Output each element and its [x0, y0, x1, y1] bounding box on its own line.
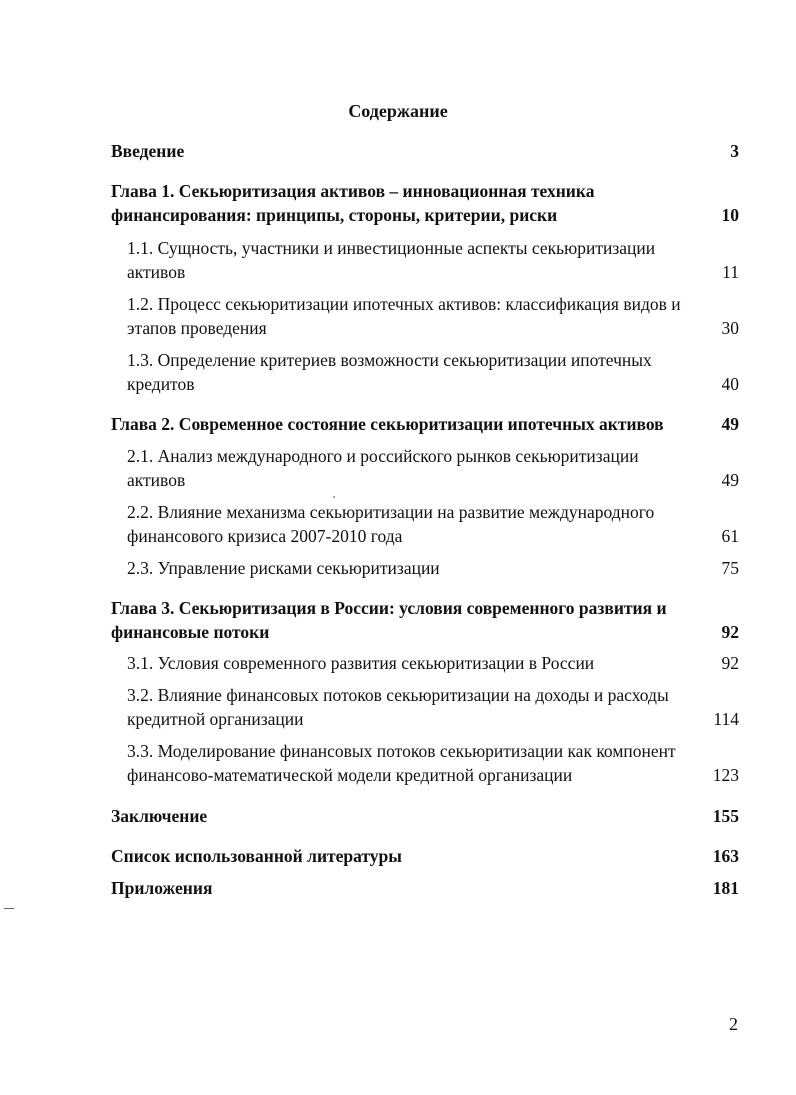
- toc-entry-title: 1.1. Сущность, участники и инвестиционные аспекты секьюритизации: [127, 238, 656, 258]
- toc-entry-title: 2.1. Анализ международного и российского рынков секьюритизации: [127, 446, 639, 466]
- toc-entry-page: 61: [721, 526, 739, 546]
- toc-entry-title: Приложения: [111, 878, 213, 898]
- toc-entry-page: 163: [712, 846, 739, 866]
- toc-entry-page: 123: [712, 765, 739, 785]
- toc-entry-title: Список использованной литературы: [111, 846, 402, 866]
- toc-entry-title-cont: финансовые потоки: [111, 622, 270, 642]
- toc-entry-title: Заключение: [111, 806, 208, 826]
- toc-entry-page: 40: [721, 374, 739, 394]
- toc-entry-page: 3: [730, 141, 739, 161]
- toc-entry-page: 11: [722, 262, 739, 282]
- toc-entry-title-cont: активов: [127, 470, 186, 490]
- toc-entry-title: Глава 3. Секьюритизация в России: условия современного развития и: [111, 598, 667, 618]
- toc-entry-title: 2.2. Влияние механизма секьюритизации на развитие международного: [127, 502, 655, 522]
- scan-artifact-line: [4, 908, 14, 909]
- toc-entry-title-cont: финансирования: принципы, стороны, критерии, риски: [111, 205, 558, 225]
- toc-entry-page: 49: [721, 470, 739, 490]
- toc-entry-title-cont: финансового кризиса 2007-2010 года: [127, 526, 403, 546]
- toc-entry-title-cont: кредитной организации: [127, 709, 304, 729]
- toc-entry-title: Глава 1. Секьюритизация активов – инновационная техника: [111, 181, 595, 201]
- toc-entry-page: 49: [721, 414, 739, 434]
- toc-entry-page: 30: [721, 318, 739, 338]
- toc-entry-title: 3.1. Условия современного развития секьюритизации в России: [127, 653, 595, 673]
- toc-entry-title-cont: кредитов: [127, 374, 195, 394]
- toc-entry-page: 92: [721, 622, 739, 642]
- toc-entry-page: 92: [721, 653, 739, 673]
- toc-entry-title: 3.2. Влияние финансовых потоков секьюритизации на доходы и расходы: [127, 685, 669, 705]
- toc-entry-title: 1.3. Определение критериев возможности секьюритизации ипотечных: [127, 350, 652, 370]
- page-title: Содержание: [348, 101, 448, 121]
- page-number: 2: [729, 1014, 738, 1034]
- toc-entry-title: Глава 2. Современное состояние секьюритизации ипотечных активов: [111, 414, 664, 434]
- toc-entry-title-cont: активов: [127, 262, 186, 282]
- scan-artifact-dot: [333, 496, 335, 498]
- toc-entry-title: 2.3. Управление рисками секьюритизации: [127, 558, 440, 578]
- toc-entry-title: Введение: [111, 141, 185, 161]
- toc-entry-title: 3.3. Моделирование финансовых потоков секьюритизации как компонент: [127, 741, 676, 761]
- toc-entry-page: 155: [712, 806, 739, 826]
- toc-entry-page: 10: [721, 205, 739, 225]
- toc-entry-page: 181: [712, 878, 739, 898]
- toc-entry-title: 1.2. Процесс секьюритизации ипотечных активов: классификация видов и: [127, 294, 681, 314]
- toc-entry-title-cont: финансово-математической модели кредитной организации: [127, 765, 573, 785]
- toc-entry-page: 114: [713, 709, 739, 729]
- toc-entry-title-cont: этапов проведения: [127, 318, 267, 338]
- toc-entry-page: 75: [721, 558, 739, 578]
